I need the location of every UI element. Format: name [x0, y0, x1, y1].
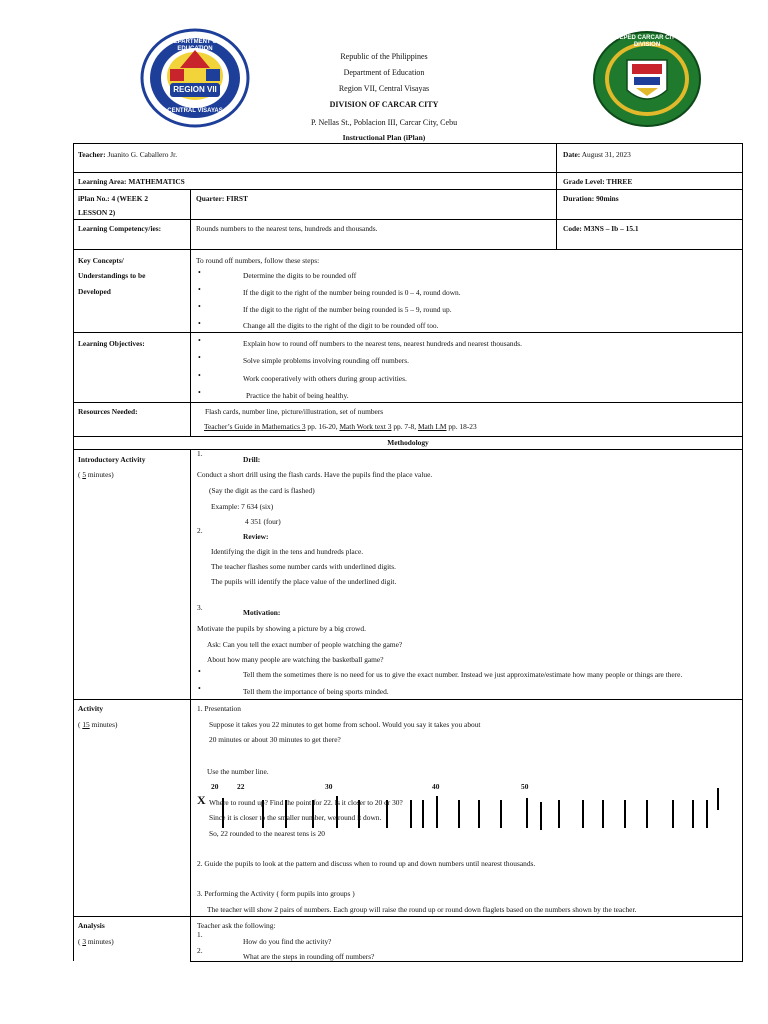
motivation-bullet: Tell them the importance of being sports minded.: [243, 687, 389, 696]
analysis-label: Analysis: [78, 921, 105, 930]
review-line: The pupils will identify the place value of the underlined digit.: [211, 577, 397, 586]
teacher-name: Juanito G. Caballero Jr.: [107, 150, 178, 159]
drill-heading: Drill:: [243, 455, 261, 464]
date-cell: [563, 150, 631, 160]
code-value: M3NS – Ib – 15.1: [583, 224, 639, 233]
motivation-line: Ask: Can you tell the exact number of people watching the game?: [207, 640, 403, 649]
date-value: August 31, 2023: [581, 150, 631, 159]
left-seal-bottom-text: CENTRAL VISAYAS: [167, 108, 223, 114]
competency-label: Learning Competency/ies:: [78, 224, 162, 233]
resource-tg: Teacher’s Guide in Mathematics 3: [204, 422, 306, 431]
objectives-label: Learning Objectives:: [78, 339, 145, 348]
numberline-question: Where to round up? Find the point for 22. Is it closer to 20 or 30?: [209, 798, 403, 807]
competency-text: Rounds numbers to the nearest tens, hundreds and thousands.: [196, 224, 378, 233]
paren: (: [78, 937, 83, 946]
rule: [742, 143, 743, 961]
rule: [556, 143, 557, 249]
key-concept-item: If the digit to the right of the number being rounded is 5 – 9, round up.: [243, 305, 452, 314]
iplan-line1: iPlan No.: 4 (WEEK 2: [78, 194, 149, 203]
number-line-tick: [646, 800, 648, 828]
drill-say: (Say the digit as the card is flashed): [209, 486, 315, 495]
rule: [73, 189, 743, 190]
number-line-tick: [436, 796, 438, 828]
duration-label: Duration:: [563, 194, 595, 203]
rule: [73, 449, 743, 450]
motivation-bullet: Tell them the sometimes there is no need for us to give the exact number. Instead we just approximate/estimate how many people or things are there.: [243, 670, 683, 679]
rule: [73, 143, 743, 144]
duration-cell: [563, 194, 619, 204]
bullet-icon: •: [198, 268, 201, 277]
review-line: Identifying the digit in the tens and hundreds place.: [211, 547, 364, 556]
grade-value: THREE: [606, 177, 633, 186]
grade-label: Grade Level:: [563, 177, 605, 186]
number-line-label: 40: [432, 782, 440, 791]
rule: [73, 249, 743, 250]
key-concept-item: Change all the digits to the right of the digit to be rounded off too.: [243, 321, 439, 330]
bullet-icon: •: [198, 371, 201, 380]
header-address: P. Nellas St., Poblacion III, Carcar City, Cebu: [310, 118, 458, 127]
drill-example: Example: 7 634 (six): [211, 502, 274, 511]
analysis-question: How do you find the activity?: [243, 937, 332, 946]
header-region: Region VII, Central Visayas: [338, 84, 430, 93]
bullet-icon: •: [198, 319, 201, 328]
analysis-minutes: [78, 937, 114, 947]
number-line-tick: [717, 788, 719, 810]
motivation-line: About how many people are watching the basketball game?: [207, 655, 384, 664]
rule: [73, 143, 74, 961]
resources-line-1: Flash cards, number line, picture/illustration, set of numbers: [205, 407, 384, 416]
area-value: MATHEMATICS: [128, 177, 185, 186]
teacher-cell: [78, 150, 177, 160]
number-line-mark: X: [197, 793, 206, 807]
rule: [73, 402, 743, 403]
activity-step-3: 3. Performing the Activity ( form pupils into groups ): [197, 889, 355, 898]
number-line-tick: [458, 800, 460, 828]
bullet-icon: •: [198, 285, 201, 294]
activity-minutes: [78, 720, 117, 730]
methodology-title: Methodology: [387, 438, 429, 447]
resource-lm: Math LM: [417, 422, 447, 431]
number-line-tick: [422, 800, 424, 828]
paren: (: [78, 720, 83, 729]
key-concepts-label-2: Understandings to be: [78, 271, 146, 280]
bullet-icon: •: [198, 336, 201, 345]
header-iplan-title: Instructional Plan (iPlan): [342, 133, 426, 142]
intro-activity-label: Introductory Activity: [78, 455, 146, 464]
objective-item: Practice the habit of being healthy.: [246, 391, 349, 400]
number-line-tick: [540, 802, 542, 830]
review-heading: Review:: [243, 532, 269, 541]
number-line-label: 22: [237, 782, 245, 791]
rule: [73, 916, 743, 917]
number-line-tick: [478, 800, 480, 828]
rule: [73, 172, 743, 173]
number-line-tick: [706, 800, 708, 828]
teacher-label: Teacher:: [78, 150, 106, 159]
key-concepts-label-1: Key Concepts/: [78, 256, 124, 265]
key-concepts-intro: To round off numbers, follow these steps:: [196, 256, 320, 265]
duration-value: 90mins: [596, 194, 619, 203]
right-seal: [592, 30, 702, 128]
rule: [73, 332, 743, 333]
number-line-label: 20: [211, 782, 219, 791]
drill-text: Conduct a short drill using the flash cards. Have the pupils find the place value.: [197, 470, 433, 479]
analysis-question: What are the steps in rounding off numbers?: [243, 952, 375, 961]
number-line-tick: [692, 800, 694, 828]
presentation-heading: 1. Presentation: [197, 704, 241, 713]
header-department: Department of Education: [343, 68, 425, 77]
analysis-num-1: 1.: [197, 930, 203, 939]
bullet-icon: •: [198, 302, 201, 311]
number-line-tick: [558, 800, 560, 828]
left-seal-center-text: REGION VII: [173, 85, 217, 94]
minutes-unit: minutes): [86, 937, 114, 946]
resource-worktext: Math Work text 3: [339, 422, 392, 431]
rule: [190, 189, 191, 249]
number-line-label: 50: [521, 782, 529, 791]
code-cell: [563, 224, 639, 234]
numberline-answer: Since it is closer to the smaller number, we round it down.: [209, 813, 382, 822]
objective-item: Solve simple problems involving rounding off numbers.: [243, 356, 409, 365]
activity-step-2: 2. Guide the pupils to look at the pattern and discuss when to round up and down numbers until nearest thousands.: [197, 859, 536, 868]
activity-step-3-text: The teacher will show 2 pairs of numbers. Each group will raise the round up or round down flaglets based on the numbers shown by the teacher.: [207, 905, 637, 914]
rule: [190, 449, 191, 961]
header-republic: Republic of the Philippines: [340, 52, 428, 61]
quarter-label: Quarter:: [196, 194, 225, 203]
key-concept-item: If the digit to the right of the number being rounded is 0 – 4, round down.: [243, 288, 461, 297]
resources-label: Resources Needed:: [78, 407, 138, 416]
minutes-unit: minutes): [86, 470, 114, 479]
header-division: DIVISION OF CARCAR CITY: [329, 100, 439, 109]
key-concept-item: Determine the digits to be rounded off: [243, 271, 357, 280]
left-seal-top-text: DEPARTMENT OF EDUCATION: [169, 39, 221, 52]
quarter-cell: [196, 194, 248, 204]
area-label: Learning Area:: [78, 177, 127, 186]
number-line-tick: [624, 800, 626, 828]
date-label: Date:: [563, 150, 581, 159]
motivation-heading: Motivation:: [243, 608, 281, 617]
rule: [73, 699, 743, 700]
analysis-num-2: 2.: [197, 946, 203, 955]
bullet-icon: •: [198, 388, 201, 397]
number-line-tick: [526, 798, 528, 828]
activity-label: Activity: [78, 704, 104, 713]
bullet-icon: •: [198, 667, 201, 676]
presentation-text-1: Suppose it takes you 22 minutes to get home from school. Would you say it takes you about: [209, 720, 481, 729]
intro-num-2: 2.: [197, 526, 203, 535]
review-line: The teacher flashes some number cards with underlined digits.: [211, 562, 396, 571]
intro-num-3: 3.: [197, 603, 203, 612]
minutes-value: 15: [82, 720, 90, 729]
motivation-line: Motivate the pupils by showing a picture by a big crowd.: [197, 624, 366, 633]
rule: [190, 249, 191, 436]
minutes-value: 3: [82, 937, 87, 946]
minutes-unit: minutes): [89, 720, 118, 729]
drill-example-2: 4 351 (four): [245, 517, 281, 526]
resource-text: pp. 7-8,: [391, 422, 418, 431]
resource-text: pp. 18-23: [446, 422, 477, 431]
number-line-label: 30: [325, 782, 333, 791]
rule: [73, 219, 743, 220]
number-line-tick: [410, 800, 412, 828]
resource-text: pp. 16-20,: [305, 422, 340, 431]
number-line-tick: [602, 800, 604, 828]
presentation-text-2: 20 minutes or about 30 minutes to get there?: [209, 735, 341, 744]
objective-item: Work cooperatively with others during group activities.: [243, 374, 407, 383]
numberline-intro: Use the number line.: [207, 767, 269, 776]
numberline-result: So, 22 rounded to the nearest tens is 20: [209, 829, 325, 838]
grade-cell: [563, 177, 632, 187]
code-label: Code:: [563, 224, 582, 233]
bullet-icon: •: [198, 684, 201, 693]
iplan-line2: LESSON 2): [78, 208, 116, 217]
analysis-intro: Teacher ask the following:: [197, 921, 276, 930]
rule: [73, 436, 743, 437]
number-line-tick: [672, 800, 674, 828]
learning-area-cell: [78, 177, 185, 187]
number-line-tick: [500, 800, 502, 828]
objective-item: Explain how to round off numbers to the nearest tens, nearest hundreds and nearest thousands.: [243, 339, 522, 348]
intro-num-1: 1.: [197, 449, 203, 458]
minutes-value: 5: [82, 470, 87, 479]
right-seal-text: DEPED CARCAR CITY DIVISION: [615, 35, 679, 48]
number-line-tick: [582, 800, 584, 828]
key-concepts-label-3: Developed: [78, 287, 111, 296]
paren: (: [78, 470, 83, 479]
resources-line-2: [204, 422, 477, 432]
bullet-icon: •: [198, 353, 201, 362]
quarter-value: FIRST: [226, 194, 248, 203]
intro-activity-minutes: [78, 470, 114, 480]
